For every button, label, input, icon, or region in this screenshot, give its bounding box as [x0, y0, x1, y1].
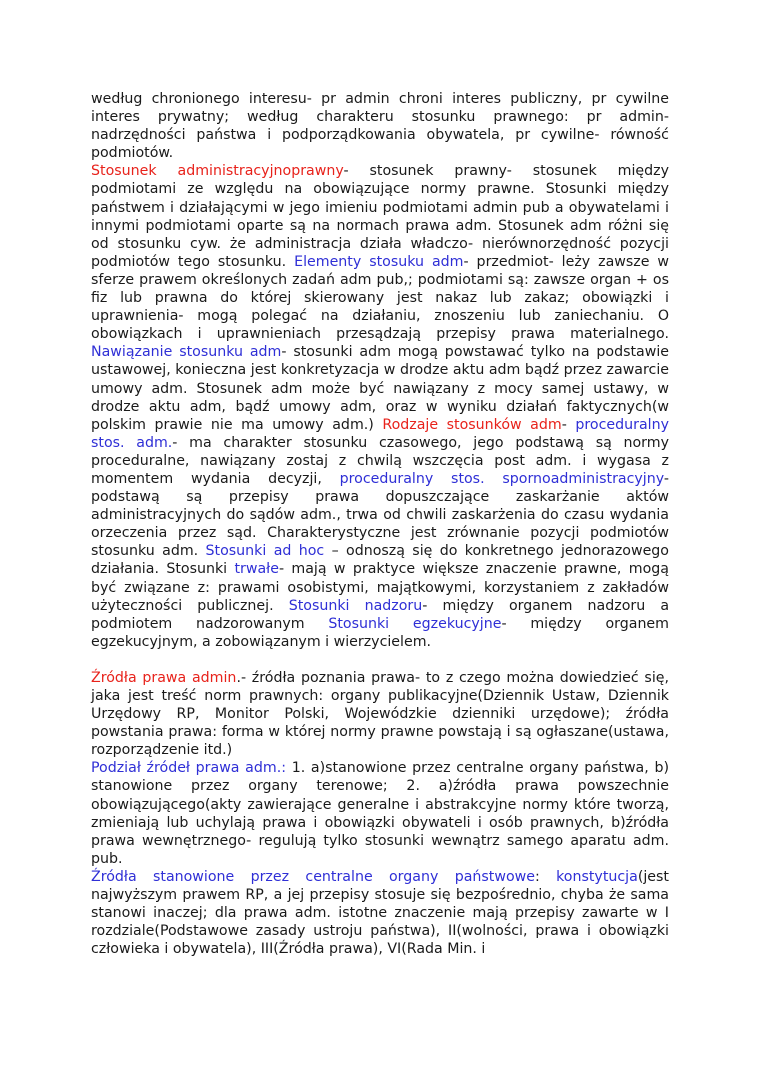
paragraph-3 — [91, 669, 669, 759]
body-text: - przedmiot- leży zawsze w sferze prawem określonych zadań adm pub,; podmiotami są: zawsze organ + os fiz lub prawna do której skierowany jest nakaz lub zakaz; obowiązki i uprawnienia- mogą polegać na działaniu, znoszeniu lub zaniechaniu. O obowiązkach i uprawnieniach przesądzają przepisy prawa materialnego. — [91, 253, 670, 343]
subsection-heading: Stosunki ad hoc — [205, 543, 325, 560]
document-page — [91, 90, 669, 958]
section-heading: Rodzaje stosunków adm — [382, 416, 562, 433]
subsection-heading: Elementy stosuku adm — [294, 253, 464, 270]
subsection-heading: Stosunki nadzoru — [288, 597, 423, 614]
section-heading: Źródła prawa admin — [91, 669, 237, 686]
body-text: - między organem nadzoru a podmiotem nadzorowanym — [91, 597, 670, 632]
subsection-heading: proceduralny stos. spornoadministracyjny — [339, 470, 664, 487]
section-heading: Stosunek administracyjnoprawny — [91, 163, 344, 180]
body-text: - między organem egzekucyjnym, a zobowiązanym i wierzycielem. — [91, 615, 669, 650]
paragraph-1 — [91, 90, 669, 162]
body-text: - podstawą są przepisy prawa dopuszczające zaskarżanie aktów administracyjnych do sądów adm., trwa od chwili zaskarżenia do czasu wydania orzeczenia przez sąd. Charakterystyczne jest zrównanie pozycji podmiotów stosunku adm. — [91, 470, 669, 560]
body-text: - stosunki adm mogą powstawać tylko na podstawie ustawowej, konieczna jest konkretyzacja w drodze aktu adm bądź przez zawarcie umowy adm. Stosunek adm może być nawiązany z mocy samej ustawy, w drodze aktu adm, bądź umowy adm, oraz w wyniku działań faktycznych(w polskim prawie nie ma umowy adm.) — [91, 344, 670, 433]
subsection-heading: Podział źródeł prawa adm.: — [91, 760, 286, 777]
body-text: - mają w praktyce większe znaczenie prawne, mogą być związane z: prawami osobistymi, majątkowymi, korzystaniem z zakładów użyteczności publicznej. — [91, 561, 669, 614]
subsection-heading: trwałe — [234, 561, 279, 578]
paragraph-2 — [91, 162, 669, 651]
body-text: 1. a)stanowione przez centralne organy państwa, b) stanowione przez organy terenowe; 2. a)źródła prawa powszechnie obowiązującego(akty zawierające generalne i abstrakcyjne normy które tworzą, zmieniają lub uchylają prawa i obowiązki obywateli i osób prawnych, b)źródła prawa wewnętrznego- regulują tylko stosunki wewnątrz samego aparatu adm. pub. — [91, 760, 669, 867]
body-text: – odnoszą się do konkretnego jednorazowego działania. Stosunki — [91, 543, 669, 578]
paragraph-gap — [91, 651, 669, 669]
body-text: według chronionego interesu- pr admin chroni interes publiczny, pr cywilne interes prywatny; według charakteru stosunku prawnego: pr admin- nadrzędności państwa i podporządkowania obywatela, pr cywilne- równość podmiotów. — [91, 91, 669, 162]
body-text: .- źródła poznania prawa- to z czego można dowiedzieć się, jaka jest treść norm prawnych: organy publikacyjne(Dziennik Ustaw, Dziennik Urzędowy RP, Monitor Polski, Wojewódzkie dzienniki urzędowe); źródła powstania prawa: forma w której normy prawne powstają i są ogłaszane(ustawa, rozporządzenie itd.) — [91, 669, 669, 759]
subsection-heading: Źródła stanowione przez centralne organy państwowe — [91, 868, 535, 885]
body-text: - ma charakter stosunku czasowego, jego podstawą są normy proceduralne, nawiązany zostaj z chwilą wszczęcia post adm. i wygasa z momentem wydania decyzji, — [91, 434, 669, 487]
body-text: : — [534, 868, 557, 885]
body-text: - — [561, 416, 576, 433]
subsection-heading: Stosunki egzekucyjne — [328, 615, 502, 632]
body-text: - stosunek prawny- stosunek między podmiotami ze względu na obowiązujące normy prawne. Stosunki między państwem i działającymi w jego imieniu podmiotami admin pub a obywatelami i innymi podmiotami oparte są na normach prawa adm. Stosunek adm różni się od stosunku cyw. że administracja działa władczo- nierównorzędność pozycji podmiotów tego stosunku. — [91, 163, 669, 270]
subsection-heading: proceduralny stos. adm. — [91, 416, 669, 451]
paragraph-5 — [91, 868, 669, 958]
subsection-heading: konstytucja — [556, 868, 638, 885]
body-text: (jest najwyższym prawem RP, a jej przepisy stosuje się bezpośrednio, chyba że sama stanowi inaczej; dla prawa adm. istotne znaczenie mają przepisy zawarte w I rozdziale(Podstawowe zasady ustroju państwa), II(wolności, prawa i obowiązki człowieka i obywatela), III(Źródła prawa), VI(Rada Min. i — [91, 868, 669, 958]
paragraph-4 — [91, 759, 669, 868]
subsection-heading: Nawiązanie stosunku adm — [91, 344, 282, 361]
